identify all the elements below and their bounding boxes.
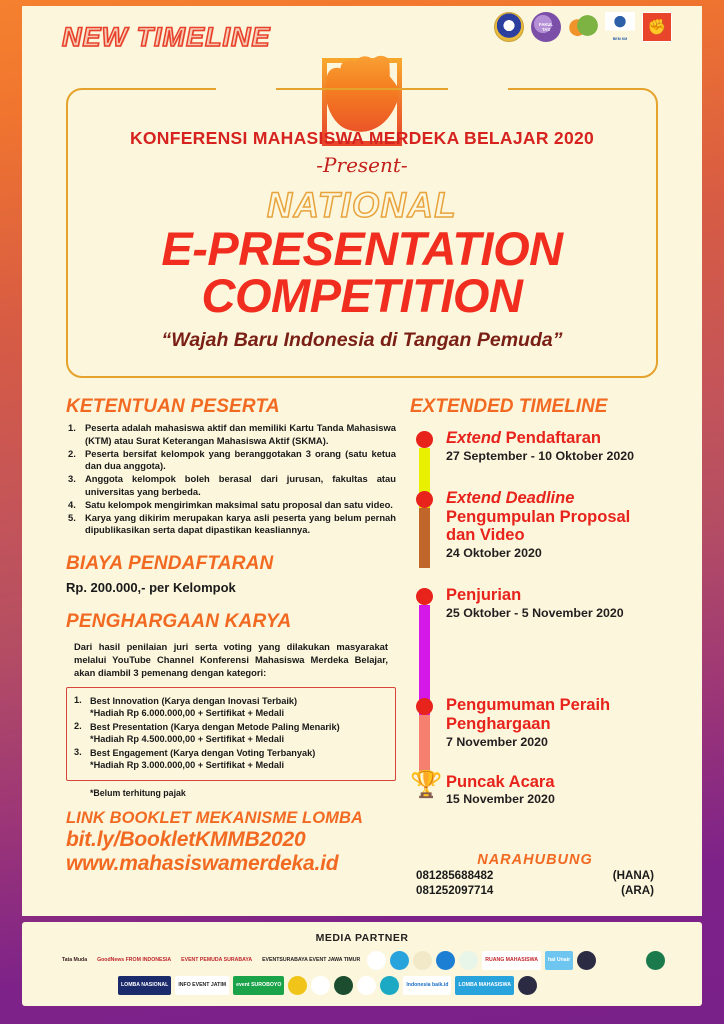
media-partner-logo: Tata Muda	[59, 951, 90, 970]
timeline-dot-icon	[416, 698, 433, 715]
awards-intro: Dari hasil penilaian juri serta voting yang dilakukan masyarakat melalui YouTube Channel Konferensi Mahasiswa Merdeka Belajar, akan diambil 3 pemenang dengan kategori:	[74, 640, 388, 678]
timeline-event	[446, 429, 660, 463]
timeline-event-title: Penjurian	[446, 586, 522, 605]
media-partner-row-1	[32, 948, 692, 973]
timeline-event-title: Extend Pendaftaran	[446, 429, 601, 447]
timeline-list	[410, 429, 660, 812]
timeline-spacer	[446, 463, 660, 489]
contact-name: (HANA)	[612, 869, 654, 882]
fee-heading: BIAYA PENDAFTARAN	[66, 552, 274, 574]
contact-section	[410, 852, 660, 898]
booklet-heading: LINK BOOKLET MEKANISME LOMBA	[66, 808, 364, 827]
timeline-bar	[419, 508, 430, 568]
contact-name: (ARA)	[621, 884, 654, 898]
media-partner-logo	[436, 951, 455, 970]
timeline-event	[446, 696, 660, 749]
timeline-title-emphasis: Extend	[446, 429, 502, 447]
frame-gap-left	[216, 82, 276, 96]
timeline-dot-icon	[416, 491, 433, 508]
event-title-line2: COMPETITION	[201, 268, 523, 322]
media-partner-logo	[600, 951, 619, 970]
requirement-item: Peserta bersifat kelompok yang beranggotakan 3 orang (satu ketua dan dua anggota).	[85, 447, 396, 471]
new-timeline-banner: NEW TIMELINE	[62, 22, 271, 52]
event-tagline: “Wajah Baru Indonesia di Tangan Pemuda”	[161, 328, 563, 351]
media-partner-logo	[564, 976, 583, 995]
booklet-link-bitly[interactable]: bit.ly/BookletKMMB2020	[66, 827, 306, 851]
maskot-logo	[568, 12, 598, 42]
timeline-dot-icon	[416, 588, 433, 605]
timeline-spacer	[446, 560, 660, 586]
fee-value: Rp. 200.000,- per Kelompok	[66, 579, 236, 595]
contact-phone: 081285688482	[416, 869, 494, 882]
bem-km-psikologi-unair-logo	[605, 12, 635, 42]
media-partner-logo	[587, 976, 606, 995]
timeline-heading: EXTENDED TIMELINE	[410, 396, 608, 417]
present-label: -Present-	[316, 153, 408, 177]
award-category-name: Best Presentation (Karya dengan Metode Paling Menarik)	[90, 721, 340, 732]
media-partner-logo: INFO EVENT JATIM	[175, 976, 229, 995]
left-column	[66, 396, 396, 876]
contact-rows	[410, 868, 660, 898]
media-partner-logo: EVENT PEMUDA SURABAYA	[178, 951, 255, 970]
media-partner-logo	[390, 951, 409, 970]
award-prize: *Hadiah Rp 6.000.000,00 + Sertifikat + Medali	[90, 708, 285, 719]
media-partner-logo	[646, 951, 665, 970]
timeline-spacer	[446, 749, 660, 773]
media-partner-logo: GoodNews FROM INDONESIA	[94, 951, 174, 970]
media-partner-logo	[357, 976, 376, 995]
media-partner-logo	[380, 976, 399, 995]
timeline-bar	[419, 715, 430, 773]
timeline-event-date: 7 November 2020	[446, 734, 548, 749]
media-partner-logo: event SUROBOYO	[233, 976, 284, 995]
frame-gap-right	[448, 82, 508, 96]
universitas-seal-logo	[494, 12, 524, 42]
requirement-item: Satu kelompok mengirimkan maksimal satu proposal dan satu video.	[85, 498, 393, 510]
contact-heading: NARAHUBUNG	[477, 852, 593, 868]
timeline-spacer	[446, 620, 660, 696]
timeline-event	[410, 768, 660, 807]
media-partner-logo: LOMBA MAHASISWA	[455, 976, 514, 995]
national-label: NATIONAL	[266, 186, 458, 225]
timeline-event-date: 24 Oktober 2020	[446, 546, 542, 561]
award-category	[73, 721, 386, 746]
media-partner-row-2	[32, 973, 692, 998]
organizer-logos	[494, 12, 672, 42]
fakultas-psikologi-logo	[531, 12, 561, 42]
media-partner-logo	[518, 976, 537, 995]
contact-phone: 081252097714	[416, 884, 494, 898]
requirement-item: Karya yang dikirim merupakan karya asli peserta yang belum pernah dipublikasikan serta dapat dipastikan keasliannya.	[85, 511, 396, 535]
raised-fist-icon: ✊	[312, 40, 412, 148]
media-partner-logo	[413, 951, 432, 970]
timeline-event-date: 27 September - 10 Oktober 2020	[446, 448, 635, 463]
media-partner-logo: RUANG MAHASISWA	[482, 951, 541, 970]
requirements-list	[66, 422, 396, 537]
award-category-name: Best Innovation (Karya dengan Inovasi Terbaik)	[90, 695, 298, 706]
timeline-dot-icon	[416, 431, 433, 448]
media-partner-logo	[459, 951, 478, 970]
media-partner-logo	[623, 951, 642, 970]
awards-list	[73, 695, 386, 772]
media-partner-logo: Indonesia baik.id	[403, 976, 451, 995]
timeline-event-title: Puncak Acara	[446, 772, 555, 791]
media-partner-logo: hai Unair	[545, 951, 573, 970]
timeline-event-date: 15 November 2020	[446, 792, 555, 807]
media-partner-logo: EVENTSURABAYA EVENT JAWA TIMUR	[259, 951, 363, 970]
award-category	[73, 747, 386, 772]
booklet-link-website[interactable]: www.mahasiswamerdeka.id	[66, 851, 339, 875]
media-partner-title: MEDIA PARTNER	[315, 932, 409, 944]
media-partner-logo: LOMBA NASIONAL	[118, 976, 171, 995]
tax-note: *Belum terhitung pajak	[90, 787, 186, 798]
right-column	[410, 396, 660, 812]
event-title-line1: E-PRESENTATION	[161, 222, 563, 275]
organizer-line: KONFERENSI MAHASISWA MERDEKA BELAJAR 2020	[129, 128, 595, 148]
timeline-event	[446, 586, 660, 620]
media-partner-rows	[32, 948, 692, 998]
media-partner-logo	[577, 951, 596, 970]
award-prize: *Hadiah Rp 4.500.000,00 + Sertifikat + Medali	[90, 734, 285, 745]
trophy-icon: 🏆	[410, 768, 443, 799]
award-category	[73, 695, 386, 720]
title-block	[0, 128, 724, 352]
awards-heading: PENGHARGAAN KARYA	[66, 610, 292, 632]
awards-box	[66, 687, 396, 781]
contact-entry	[410, 868, 660, 883]
timeline-event-title: Pengumuman Peraih Penghargaan	[446, 695, 611, 733]
requirement-item: Peserta adalah mahasiswa aktif dan memiliki Kartu Tanda Mahasiswa (KTM) atau Surat Keterangan Mahasiswa Aktif (SKMA).	[85, 422, 396, 446]
media-partner-logo	[541, 976, 560, 995]
timeline-event	[446, 489, 660, 560]
timeline-spacer	[446, 806, 660, 812]
media-partner-logo	[311, 976, 330, 995]
requirements-heading: KETENTUAN PESERTA	[66, 396, 280, 417]
media-partner-logo	[367, 951, 386, 970]
requirement-item: Anggota kelompok boleh berasal dari jurusan, fakultas atau universitas yang berbeda.	[85, 473, 396, 497]
media-partner-panel	[22, 922, 702, 1006]
media-partner-logo	[288, 976, 307, 995]
contact-entry	[410, 883, 660, 898]
timeline-event-date: 25 Oktober - 5 November 2020	[446, 605, 624, 620]
timeline-event-title: Extend Deadline Pengumpulan Proposal dan Video	[446, 488, 631, 545]
award-category-name: Best Engagement (Karya dengan Voting Terbanyak)	[90, 747, 316, 758]
media-partner-logo	[334, 976, 353, 995]
award-prize: *Hadiah Rp 3.000.000,00 + Sertifikat + Medali	[90, 760, 285, 771]
timeline-title-emphasis: Extend Deadline	[446, 488, 575, 507]
kmmb-fist-logo	[642, 12, 672, 42]
